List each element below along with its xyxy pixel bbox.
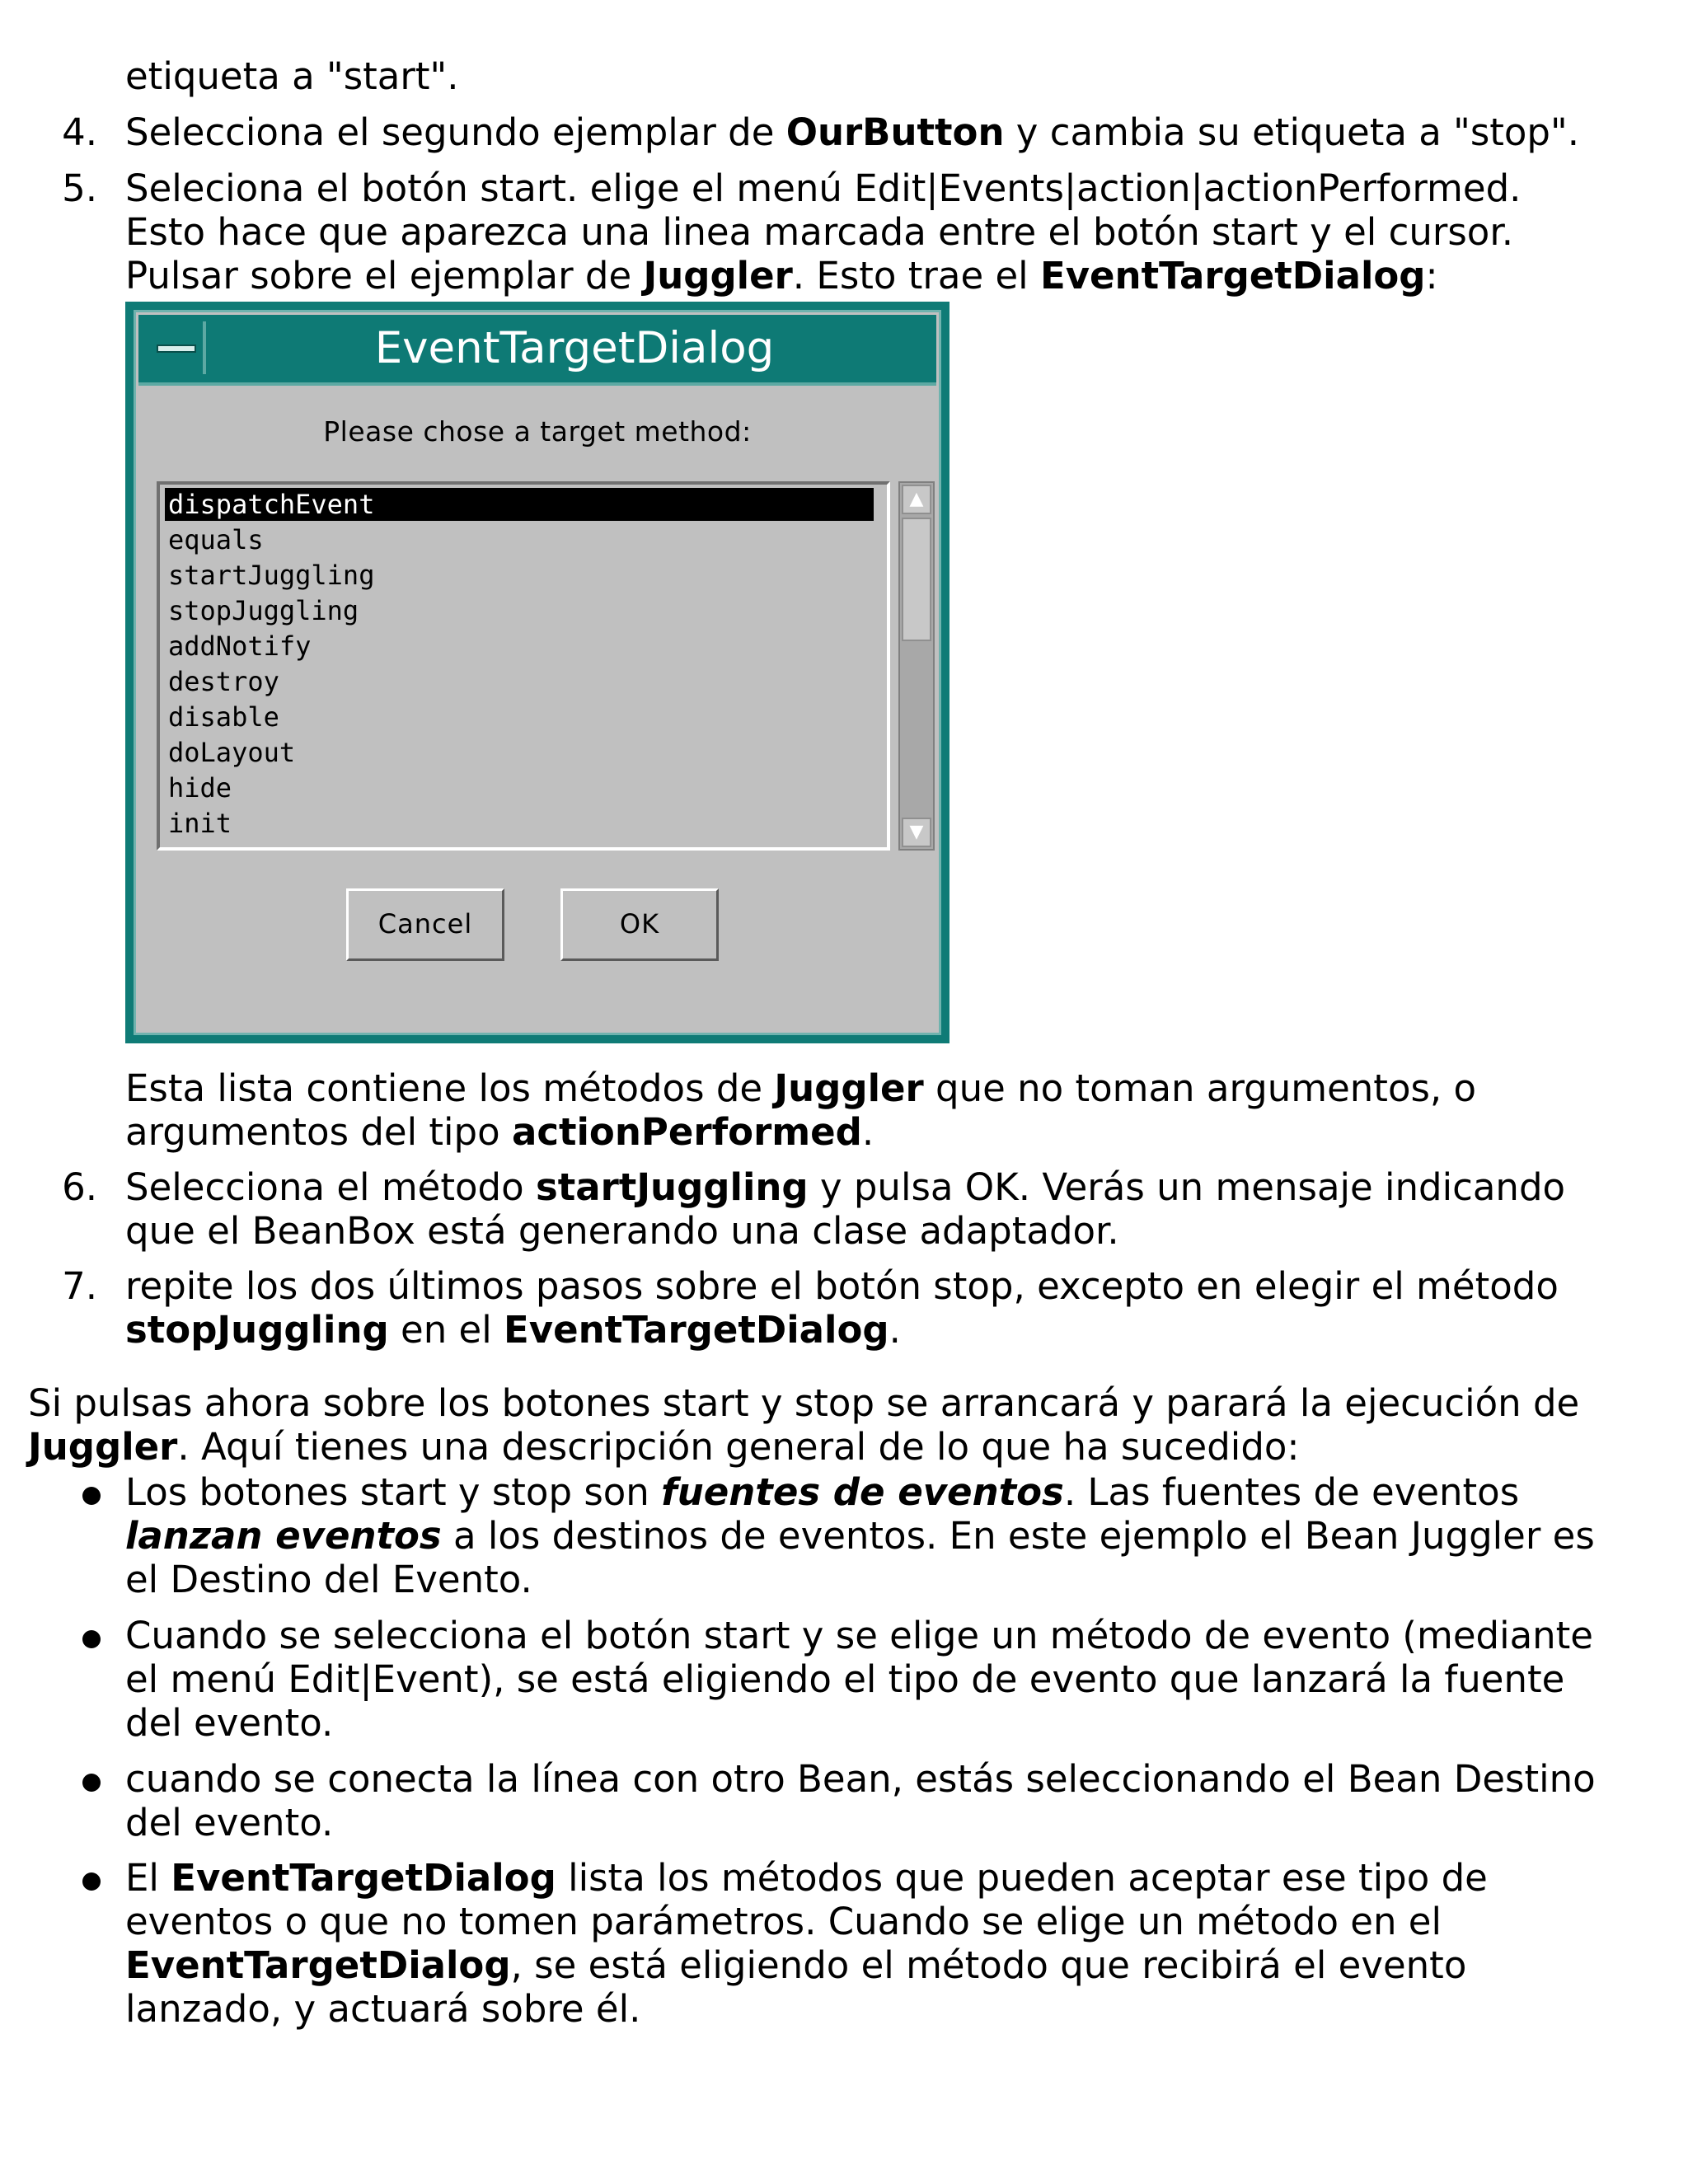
method-item-equals[interactable]: equals: [168, 524, 264, 555]
method-item-hide[interactable]: hide: [168, 772, 232, 804]
step-7-text: repite los dos últimos pasos sobre el botón stop, excepto en elegir el método stopJuggling en el EventTargetDialog.: [125, 1264, 1559, 1352]
cancel-button[interactable]: Cancel: [346, 888, 504, 961]
dialog-title: EventTargetDialog: [374, 323, 775, 373]
method-item-dispatchEvent[interactable]: dispatchEvent: [165, 488, 874, 521]
step-7-number: 7.: [62, 1264, 97, 1308]
step-6-text: Selecciona el método startJuggling y pulsa OK. Verás un mensaje indicando que el BeanBox está generando una clase adaptador.: [125, 1165, 1566, 1253]
step-6-number: 6.: [62, 1165, 97, 1209]
dialog-prompt: Please chose a target method:: [323, 415, 752, 448]
scroll-thumb[interactable]: [902, 518, 931, 641]
bullet-dot: [82, 1872, 101, 1891]
step-4-text: Selecciona el segundo ejemplar de OurButton y cambia su etiqueta a "stop".: [125, 110, 1579, 154]
bullet-dot: [82, 1774, 101, 1792]
step-3-continuation: etiqueta a "start".: [125, 54, 459, 98]
window-menu-icon: [157, 344, 196, 353]
dialog-titlebar: [138, 315, 936, 386]
dialog-explanation: Esta lista contiene los métodos de Juggler que no toman argumentos, o argumentos del tipo actionPerformed.: [125, 1066, 1477, 1154]
bullet-item-2: Cuando se selecciona el botón start y se elige un método de evento (mediante el menú Edit|Event), se está eligiendo el tipo de evento que lanzará la fuente del evento.: [125, 1614, 1593, 1745]
window-menu-button[interactable]: [147, 321, 206, 374]
scroll-down-arrow-icon[interactable]: ▼: [902, 818, 931, 847]
bullet-dot: [82, 1630, 101, 1648]
method-item-addNotify[interactable]: addNotify: [168, 630, 312, 662]
bullet-item-4: El EventTargetDialog lista los métodos que pueden aceptar ese tipo de eventos o que no tomen parámetros. Cuando se elige un método en el EventTargetDialog, se está eligiendo el método que recibirá el evento lanzado, y actuará sobre él.: [125, 1856, 1488, 2031]
step-5-text: Seleciona el botón start. elige el menú Edit|Events|action|actionPerformed. Esto hace que aparezca una linea marcada entre el botón start y el cursor. Pulsar sobre el ejemplar de Juggler. Esto trae el EventTargetDialog:: [125, 166, 1522, 298]
bullet-dot: [82, 1487, 101, 1505]
summary-paragraph: Si pulsas ahora sobre los botones start y stop se arrancará y parará la ejecución de Juggler. Aquí tienes una descripción general de lo que ha sucedido:: [28, 1381, 1580, 1469]
scroll-up-arrow-icon[interactable]: ▲: [902, 485, 931, 514]
method-list[interactable]: [157, 481, 890, 851]
method-item-startJuggling[interactable]: startJuggling: [168, 560, 375, 591]
bullet-item-3: cuando se conecta la línea con otro Bean, estás seleccionando el Bean Destino del evento.: [125, 1757, 1596, 1844]
bullet-item-1: Los botones start y stop son fuentes de eventos. Las fuentes de eventos lanzan eventos a los destinos de eventos. En este ejemplo el Bean Juggler es el Destino del Evento.: [125, 1470, 1595, 1601]
step-4-number: 4.: [62, 110, 97, 154]
method-item-disable[interactable]: disable: [168, 701, 279, 733]
method-item-stopJuggling[interactable]: stopJuggling: [168, 595, 359, 626]
method-item-destroy[interactable]: destroy: [168, 666, 279, 697]
method-item-init[interactable]: init: [168, 808, 232, 839]
method-list-scrollbar[interactable]: [898, 481, 935, 851]
method-item-doLayout[interactable]: doLayout: [168, 737, 296, 768]
event-target-dialog: [125, 302, 950, 1043]
ok-button[interactable]: OK: [560, 888, 719, 961]
step-5-number: 5.: [62, 166, 97, 210]
